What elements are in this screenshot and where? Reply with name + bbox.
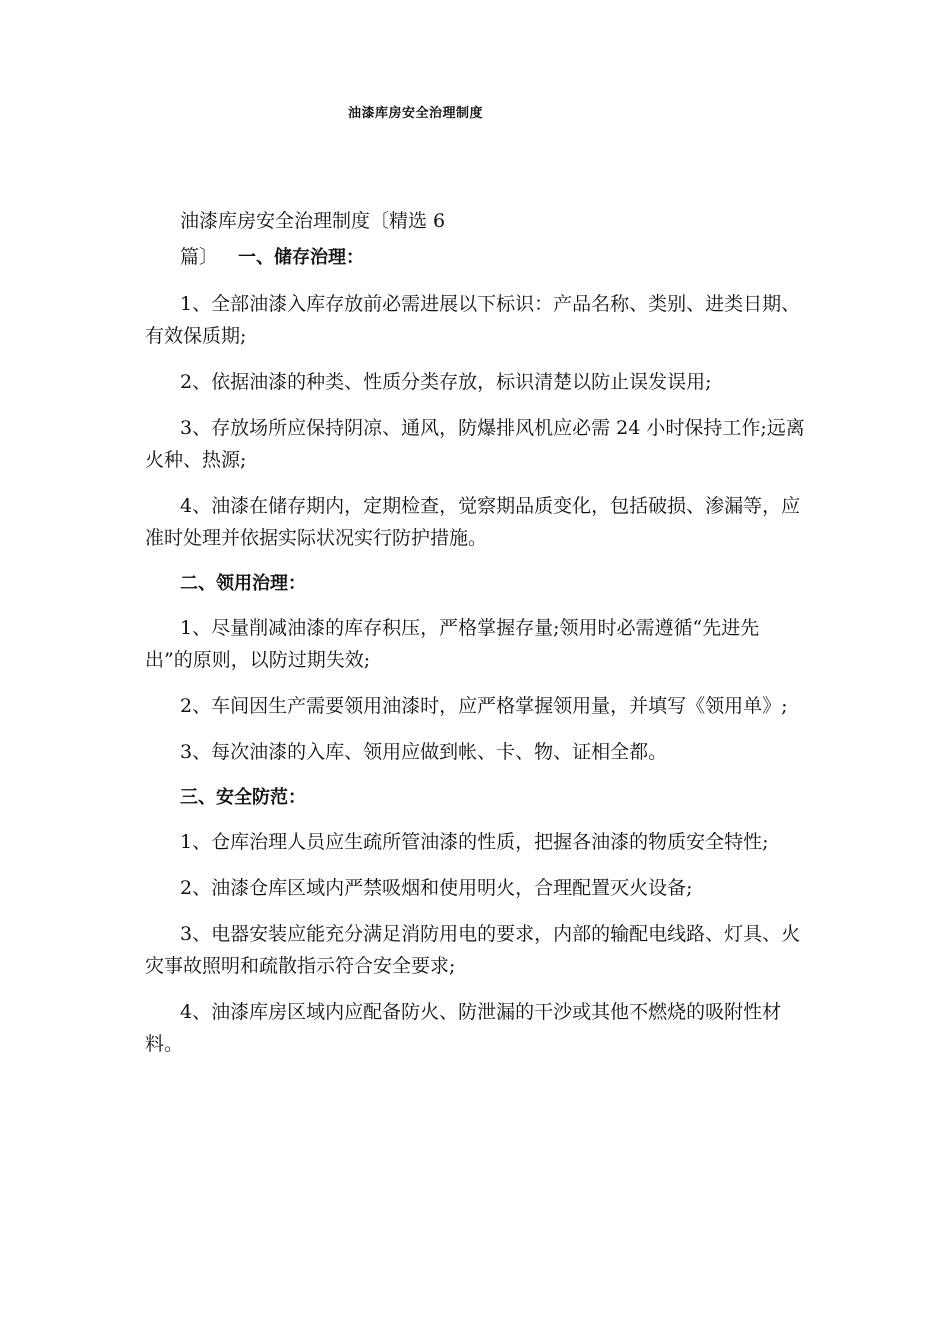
section-3-heading: 三、安全防范： [180,787,306,808]
section-2-item-1: 1、尽量削减油漆的库存积压，严格掌握存量;领用时必需遵循“先进先出”的原则，以防过期失效; [145,617,760,671]
section-2-heading: 二、领用治理： [180,573,306,594]
section-1-item-2: 2、依据油漆的种类、性质分类存放，标识清楚以防止误发误用; [180,371,712,393]
document-body [145,205,805,1074]
document-title-suffix: 篇〕 [180,246,219,268]
section-1-heading: 一、储存治理： [238,247,365,268]
section-1-item-4: 4、油漆在储存期内，定期检查，觉察期品质变化，包括破损、渗漏等，应准时处理并依据实际状况实行防护措施。 [145,495,801,549]
document-title-line-2 [145,241,805,274]
section-1-item-1: 1、全部油漆入库存放前必需进展以下标识：产品名称、类别、进类日期、有效保质期; [145,293,801,347]
page-header-title: 油漆库房安全治理制度 [348,106,484,121]
section-3-item-1: 1、仓库治理人员应生疏所管油漆的性质，把握各油漆的物质安全特性; [180,831,769,853]
section-3-item-4: 4、油漆库房区域内应配备防火、防泄漏的干沙或其他不燃烧的吸附性材料。 [145,1001,782,1055]
document-title-line-1: 油漆库房安全治理制度〔精选 6 [180,210,446,232]
section-3-item-3: 3、电器安装应能充分满足消防用电的要求，内部的输配电线路、灯具、火灾事故照明和疏散指示符合安全要求; [145,923,801,977]
section-2-item-2: 2、车间因生产需要领用油漆时，应严格掌握领用量，并填写《领用单》; [180,695,788,717]
section-3-item-2: 2、油漆仓库区域内严禁吸烟和使用明火，合理配置灭火设备; [180,877,693,899]
section-2-item-3: 3、每次油漆的入库、领用应做到帐、卡、物、证相全都。 [180,741,668,763]
section-1-item-3: 3、存放场所应保持阴凉、通风，防爆排风机应必需 24 小时保持工作;远离火种、热源; [145,417,805,471]
